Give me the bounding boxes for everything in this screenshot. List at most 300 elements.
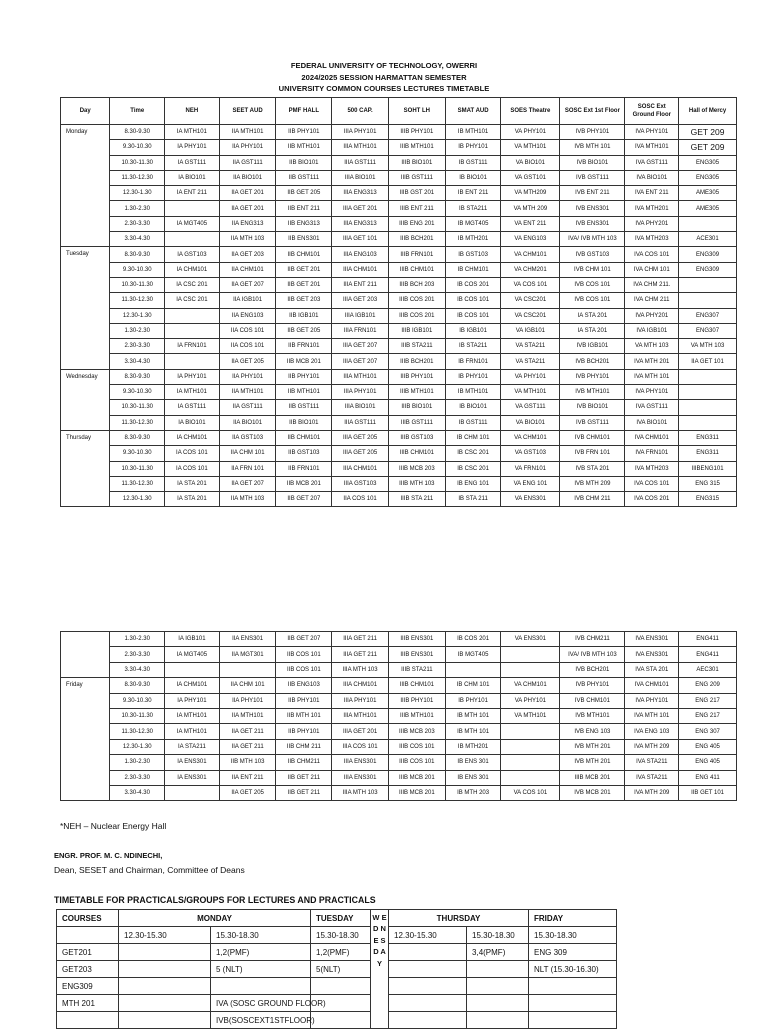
time-cell: 11.30-12.30 (110, 170, 165, 185)
course-cell: IB MGT405 (445, 216, 501, 231)
course-cell: ENG 405 (679, 755, 737, 770)
table-row (61, 125, 737, 140)
course-cell: IA MGT405 (165, 647, 220, 662)
course-cell: IVB BCH201 (560, 354, 625, 369)
practicals-table (56, 909, 617, 1029)
course-cell: IIIA GET 101 (332, 232, 389, 247)
practical-cell: 1,2(PMF) (211, 944, 311, 961)
course-cell: ENG 405 (679, 739, 737, 754)
footnote: *NEH – Nuclear Energy Hall (60, 821, 167, 831)
course-cell: IB PHY101 (445, 369, 501, 384)
practical-cell (467, 978, 529, 995)
course-cell: IB MTH101 (445, 125, 501, 140)
course-cell: IIB ENG313 (276, 216, 332, 231)
time-cell: 9.30-10.30 (110, 140, 165, 155)
practical-cell (389, 944, 467, 961)
course-cell: IB MGT405 (445, 647, 501, 662)
course-cell: IA MTH101 (165, 708, 220, 723)
course-cell: IIB CHM 211 (276, 739, 332, 754)
day-cell: Thursday (61, 430, 110, 506)
course-cell: IIA PHY101 (219, 140, 276, 155)
course-cell: IIIA IGB101 (332, 308, 389, 323)
course-name-cell (57, 1012, 119, 1029)
course-cell: VA MTH209 (501, 186, 560, 201)
course-cell: IIB ENS301 (276, 232, 332, 247)
course-cell: VA COS 101 (501, 277, 560, 292)
course-cell: IIIB MCB 201 (388, 770, 445, 785)
time-cell: 9.30-10.30 (110, 385, 165, 400)
day-cell (61, 632, 110, 678)
course-cell: IIIA BIO101 (332, 170, 389, 185)
course-cell: IVA COS 101 (625, 247, 679, 262)
course-cell: IIIA ENS301 (332, 755, 389, 770)
course-cell: IIA BIO101 (219, 170, 276, 185)
course-cell: IVA COS 101 (625, 476, 679, 491)
friday-header: FRIDAY (529, 910, 617, 927)
time-cell: 2.30-3.30 (110, 647, 165, 662)
course-cell: IIA GET 205 (219, 785, 276, 800)
time-cell: 10.30-11.30 (110, 155, 165, 170)
course-cell: IIA CHM 101 (219, 446, 276, 461)
course-cell (165, 308, 220, 323)
course-cell: IIB COS 101 (276, 662, 332, 677)
table-row (61, 308, 737, 323)
course-cell: IA STA 201 (560, 323, 625, 338)
course-cell: IIB CHM101 (276, 430, 332, 445)
course-cell: IA GST103 (165, 247, 220, 262)
course-cell: IIB CHM211 (276, 755, 332, 770)
course-cell (165, 232, 220, 247)
course-cell: IB COS 201 (445, 277, 501, 292)
course-cell: IB PHY101 (445, 693, 501, 708)
course-cell: IVB MTH 201 (560, 755, 625, 770)
course-cell: IIA MTH 103 (219, 232, 276, 247)
course-cell: IVA IGB101 (625, 323, 679, 338)
course-cell: IIIA GET 211 (332, 632, 389, 647)
practicals-row (57, 978, 617, 995)
course-cell: IVA PHY101 (625, 385, 679, 400)
course-cell: IIIA GST111 (332, 415, 389, 430)
course-cell (679, 216, 737, 231)
time-cell: 12.30-1.30 (110, 492, 165, 507)
time-cell: 10.30-11.30 (110, 277, 165, 292)
table-row (61, 755, 737, 770)
course-cell: IIA GET 101 (679, 354, 737, 369)
course-cell: IA MTH101 (165, 385, 220, 400)
table-row (61, 186, 737, 201)
course-cell: ENG 315 (679, 476, 737, 491)
course-cell: IIIB MCB 201 (560, 770, 625, 785)
course-cell: IVA CHM 211. (625, 277, 679, 292)
practical-cell (389, 978, 467, 995)
course-cell (165, 323, 220, 338)
course-cell (501, 755, 560, 770)
lecture-timetable-part2 (60, 631, 737, 801)
course-cell: IVA ENS301 (625, 647, 679, 662)
time-cell: 8.30-9.30 (110, 369, 165, 384)
course-cell: ENG 217 (679, 693, 737, 708)
time-cell: 3.30-4.30 (110, 662, 165, 677)
course-cell: IIIB PHY101 (388, 125, 445, 140)
course-cell: IIB MCB 201 (276, 354, 332, 369)
course-cell: IVA BIO101 (625, 415, 679, 430)
course-cell: VA PHY101 (501, 693, 560, 708)
course-cell: IA CHM101 (165, 678, 220, 693)
course-cell: IIIB PHY101 (388, 369, 445, 384)
course-cell: IIIB BIO101 (388, 155, 445, 170)
course-cell: VA COS 101 (501, 785, 560, 800)
course-cell (501, 724, 560, 739)
course-cell: IIB GST111 (276, 400, 332, 415)
course-cell: IIIA BIO101 (332, 400, 389, 415)
practical-cell (529, 995, 617, 1012)
course-cell: IVA MTH 101 (625, 369, 679, 384)
practical-cell (311, 978, 371, 995)
course-cell: VA PHY101 (501, 125, 560, 140)
course-cell: IA MTH101 (165, 125, 220, 140)
practicals-header-row (57, 910, 617, 927)
course-cell: IIIA GET 201 (332, 724, 389, 739)
course-cell: IIB GST111 (276, 170, 332, 185)
course-cell: VA MTH 103 (625, 339, 679, 354)
course-cell: IIIA ENG313 (332, 216, 389, 231)
course-cell: IIIA ENT 211 (332, 277, 389, 292)
column-header: 500 CAP. (332, 98, 389, 125)
course-cell: IA GST111 (165, 400, 220, 415)
course-cell: IB CHM 101 (445, 678, 501, 693)
table-row (61, 415, 737, 430)
course-cell: IA PHY101 (165, 140, 220, 155)
course-cell: IVB PHY101 (560, 125, 625, 140)
time-cell: 3.30-4.30 (110, 354, 165, 369)
table-row (61, 708, 737, 723)
time-cell: 3.30-4.30 (110, 785, 165, 800)
column-header: SOSC Ext 1st Floor (560, 98, 625, 125)
slot-cell: 15.30-18.30 (529, 927, 617, 944)
course-cell: IVB MTH 101 (560, 140, 625, 155)
course-cell: VA GST101 (501, 170, 560, 185)
course-cell: IIIA COS 101 (332, 739, 389, 754)
course-cell: IIIA CHM101 (332, 678, 389, 693)
course-cell (165, 785, 220, 800)
table-row (61, 678, 737, 693)
course-cell: IIIB CHM101 (388, 262, 445, 277)
course-cell: IB STA211 (445, 201, 501, 216)
time-cell: 11.30-12.30 (110, 415, 165, 430)
course-cell: IVA MTH101 (625, 140, 679, 155)
course-cell: IB GST111 (445, 155, 501, 170)
course-cell: IA IGB101 (165, 632, 220, 647)
course-cell: IIA GET 207 (219, 476, 276, 491)
course-cell: IB MTH201 (445, 232, 501, 247)
course-cell: IVA CHM101 (625, 430, 679, 445)
course-cell: IIA PHY101 (219, 693, 276, 708)
course-cell: IIA GET 211 (219, 724, 276, 739)
practical-cell: ENG 309 (529, 944, 617, 961)
course-cell (501, 739, 560, 754)
practical-cell: 1,2(PMF) (311, 944, 371, 961)
time-cell: 11.30-12.30 (110, 724, 165, 739)
course-cell: IB MTH101 (445, 385, 501, 400)
course-cell: IB CHM101 (445, 262, 501, 277)
time-cell: 10.30-11.30 (110, 400, 165, 415)
time-cell: 2.30-3.30 (110, 339, 165, 354)
course-cell: ENG305 (679, 155, 737, 170)
course-cell: IIIA MTH 103 (332, 662, 389, 677)
course-cell: IIIB MTH101 (388, 708, 445, 723)
course-cell: IIB GET 205 (276, 186, 332, 201)
course-cell: IA PHY101 (165, 369, 220, 384)
course-cell: VA CSC201 (501, 293, 560, 308)
course-cell: VA CHM101 (501, 430, 560, 445)
table-row (61, 647, 737, 662)
course-cell: IIIB STA211 (388, 339, 445, 354)
course-cell: IVA GST111 (625, 400, 679, 415)
practicals-row (57, 1012, 617, 1029)
course-cell: IA CSC 201 (165, 277, 220, 292)
course-cell: IA ENT 211 (165, 186, 220, 201)
course-cell: IVA STA211 (625, 770, 679, 785)
course-cell: IB COS 101 (445, 308, 501, 323)
table-row (61, 369, 737, 384)
course-cell: IA ENS301 (165, 755, 220, 770)
time-cell: 11.30-12.30 (110, 476, 165, 491)
practicals-slot-row (57, 927, 617, 944)
course-cell: IIA GET 203 (219, 247, 276, 262)
course-cell: IIIB GST 201 (388, 186, 445, 201)
day-cell: Friday (61, 678, 110, 801)
course-cell: IIIA PHY101 (332, 125, 389, 140)
course-cell (165, 201, 220, 216)
course-cell: IVB GST111 (560, 170, 625, 185)
course-cell: IIIB ENT 211 (388, 201, 445, 216)
course-cell: IIA COS 101 (219, 323, 276, 338)
course-cell: IVB BIO101 (560, 400, 625, 415)
time-cell: 12.30-1.30 (110, 739, 165, 754)
time-cell: 9.30-10.30 (110, 446, 165, 461)
day-cell: Wednesday (61, 369, 110, 430)
course-cell: VA BIO101 (501, 155, 560, 170)
practicals-row (57, 995, 617, 1012)
course-cell: IVA STA 201 (625, 662, 679, 677)
course-cell: IIB GET 203 (276, 293, 332, 308)
course-cell: IVB CHM211 (560, 632, 625, 647)
course-cell: IIIB BCH201 (388, 232, 445, 247)
course-cell: IVB GST111 (560, 415, 625, 430)
course-cell: IIIB ENS301 (388, 647, 445, 662)
table-row (61, 430, 737, 445)
course-cell (679, 293, 737, 308)
course-cell: IIIA GET 207 (332, 339, 389, 354)
table-row (61, 739, 737, 754)
course-cell: IVA GST111 (625, 155, 679, 170)
course-cell: VA ENG103 (501, 232, 560, 247)
course-cell: IVB ENG 103 (560, 724, 625, 739)
table-row (61, 385, 737, 400)
course-cell: VA STA211 (501, 339, 560, 354)
course-cell: IIIB MCB 203 (388, 461, 445, 476)
course-name-cell: MTH 201 (57, 995, 119, 1012)
course-cell: IIB BIO101 (276, 155, 332, 170)
course-cell: VA GST103 (501, 446, 560, 461)
slot-cell (57, 927, 119, 944)
table-row (61, 492, 737, 507)
slot-cell: 12.30-15.30 (119, 927, 211, 944)
column-header: NEH (165, 98, 220, 125)
course-cell: IIIA GET 205 (332, 446, 389, 461)
course-cell: IIIA GST103 (332, 476, 389, 491)
course-cell: IA PHY101 (165, 693, 220, 708)
course-cell: VA IGB101 (501, 323, 560, 338)
table-row (61, 724, 737, 739)
course-cell: IVB ENT 211 (560, 186, 625, 201)
time-cell: 12.30-1.30 (110, 186, 165, 201)
course-cell: IIB CHM101 (276, 247, 332, 262)
column-header-row (61, 98, 737, 125)
course-cell: IIIB GST103 (388, 430, 445, 445)
course-cell: IIIB ENS301 (388, 632, 445, 647)
course-cell: IIA GET 205 (219, 354, 276, 369)
table-row (61, 632, 737, 647)
course-cell: VA FRN101 (501, 461, 560, 476)
monday-header: MONDAY (119, 910, 311, 927)
column-header: Day (61, 98, 110, 125)
course-cell: ENG411 (679, 647, 737, 662)
time-cell: 1.30-2.30 (110, 755, 165, 770)
column-header: Time (110, 98, 165, 125)
course-cell: ENG 307 (679, 724, 737, 739)
course-cell: IIB PHY101 (276, 369, 332, 384)
course-cell: ENG309 (679, 262, 737, 277)
time-cell: 8.30-9.30 (110, 125, 165, 140)
course-cell: IB PHY101 (445, 140, 501, 155)
timetable-title: UNIVERSITY COMMON COURSES LECTURES TIMETABLE (278, 84, 490, 93)
course-cell: ACE301 (679, 232, 737, 247)
course-cell: IIIA PHY101 (332, 693, 389, 708)
signer-title: Dean, SESET and Chairman, Committee of Deans (54, 865, 245, 875)
course-cell: IVB MTH101 (560, 385, 625, 400)
course-cell: IVA PHY201 (625, 216, 679, 231)
course-cell: IVB CHM101 (560, 430, 625, 445)
course-cell: IB CSC 201 (445, 446, 501, 461)
course-cell: IB FRN101 (445, 354, 501, 369)
course-cell: IB MTH 203 (445, 785, 501, 800)
practical-cell: IVA (SOSC GROUND FLOOR) (211, 995, 311, 1012)
course-cell: IIIA GET 207 (332, 354, 389, 369)
practical-cell (119, 1012, 211, 1029)
course-cell: IIIB MTH101 (388, 385, 445, 400)
practical-cell (119, 944, 211, 961)
practicals-title: TIMETABLE FOR PRACTICALS/GROUPS FOR LECTURES AND PRACTICALS (54, 895, 376, 905)
wednesday-vertical-label: W E D N E S D A Y (371, 910, 389, 1029)
practical-cell (389, 961, 467, 978)
practical-cell (119, 978, 211, 995)
day-cell: Monday (61, 125, 110, 247)
course-cell: IIIB STA211 (388, 662, 445, 677)
course-cell: IVA MTH 201 (625, 354, 679, 369)
table-row (61, 232, 737, 247)
practical-cell: NLT (15.30-16.30) (529, 961, 617, 978)
practical-cell (119, 995, 211, 1012)
course-cell: IVA ENG 103 (625, 724, 679, 739)
course-cell: IIIB COS 201 (388, 308, 445, 323)
course-cell: IVA CHM101 (625, 678, 679, 693)
course-cell: IB MTH201 (445, 739, 501, 754)
course-cell: IB GST103 (445, 247, 501, 262)
course-cell: IVB MCB 201 (560, 785, 625, 800)
course-cell (165, 354, 220, 369)
course-cell: IA ENS301 (165, 770, 220, 785)
slot-cell: 15.30-18.30 (211, 927, 311, 944)
course-cell: IIIB FRN101 (388, 247, 445, 262)
course-cell: ENG305 (679, 170, 737, 185)
time-cell: 10.30-11.30 (110, 708, 165, 723)
course-cell: AEC301 (679, 662, 737, 677)
column-header: SEET AUD (219, 98, 276, 125)
table-row (61, 140, 737, 155)
course-cell: IVA FRN101 (625, 446, 679, 461)
course-cell: IIB ENG103 (276, 678, 332, 693)
course-cell: IVB MTH 209 (560, 476, 625, 491)
course-cell: GET 209 (679, 140, 737, 155)
practical-cell (389, 1012, 467, 1029)
time-cell: 2.30-3.30 (110, 770, 165, 785)
slot-cell: 15.30-18.30 (311, 927, 371, 944)
course-cell: IB IGB101 (445, 323, 501, 338)
column-header: SMAT AUD (445, 98, 501, 125)
course-cell: IIB GET 101 (679, 785, 737, 800)
course-cell: IIB BIO101 (276, 415, 332, 430)
course-cell: IA CSC 201 (165, 293, 220, 308)
course-cell: IIA ENT 211 (219, 770, 276, 785)
course-cell: IIIB MTH 103 (388, 476, 445, 491)
course-cell: IIA COS 101 (332, 492, 389, 507)
time-cell: 9.30-10.30 (110, 693, 165, 708)
course-cell: IB ENT 211 (445, 186, 501, 201)
table-row (61, 277, 737, 292)
course-cell: IIA MTH101 (219, 708, 276, 723)
course-cell: IIB GET 201 (276, 277, 332, 292)
course-cell: IIB GET 211 (276, 785, 332, 800)
table-row (61, 170, 737, 185)
course-cell: IIA GET 201 (219, 186, 276, 201)
course-cell: IIB PHY101 (276, 125, 332, 140)
practical-cell: 5(NLT) (311, 961, 371, 978)
course-cell: IVA/ IVB MTH 103 (560, 647, 625, 662)
course-cell: IIA MGT301 (219, 647, 276, 662)
course-cell: IIA GST111 (219, 155, 276, 170)
course-cell: IVA CHM 211 (625, 293, 679, 308)
course-cell: ENG311 (679, 446, 737, 461)
practical-cell (211, 978, 311, 995)
course-cell: IIA MTH 103 (219, 492, 276, 507)
course-cell: IIA CHM 101 (219, 678, 276, 693)
course-cell: IA BIO101 (165, 170, 220, 185)
course-cell: IB COS 101 (445, 293, 501, 308)
course-cell: IVB ENS301 (560, 216, 625, 231)
course-cell: IVB IGB101 (560, 339, 625, 354)
courses-header: COURSES (57, 910, 119, 927)
course-cell: IIIB COS 101 (388, 755, 445, 770)
course-cell: IVA MTH 101 (625, 708, 679, 723)
slot-cell: 12.30-15.30 (389, 927, 467, 944)
course-cell: IVB BCH201 (560, 662, 625, 677)
course-cell: IVA MTH 209 (625, 785, 679, 800)
table-row (61, 446, 737, 461)
course-cell: IIIA GET 203 (332, 293, 389, 308)
table-row (61, 461, 737, 476)
course-cell: VA PHY101 (501, 369, 560, 384)
